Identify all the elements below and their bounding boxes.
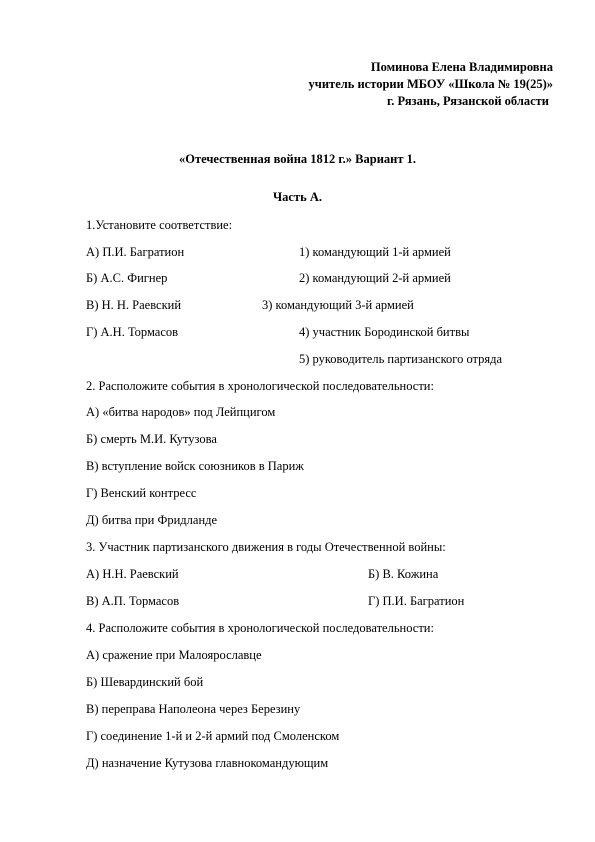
q4-item: Д) назначение Кутузова главнокомандующим <box>86 756 329 770</box>
q2-item: В) вступление войск союзников в Париж <box>86 459 304 473</box>
q4-prompt: 4. Расположите события в хронологической последовательности: <box>86 621 434 635</box>
q1-left-item: Б) А.С. Фигнер <box>86 271 168 285</box>
q2-item: Г) Венский контресс <box>86 486 197 500</box>
q1-left-item: В) Н. Н. Раевский <box>86 298 182 312</box>
author-location: г. Рязань, Рязанской области <box>387 94 549 108</box>
q1-right-item: 1) командующий 1-й армией <box>299 245 451 259</box>
q3-option: Г) П.И. Багратион <box>368 594 465 608</box>
q2-item: Д) битва при Фридланде <box>86 513 218 527</box>
q1-left-item: Г) А.Н. Тормасов <box>86 325 179 339</box>
q3-prompt: 3. Участник партизанского движения в годы Отечественной войны: <box>86 540 446 554</box>
q2-prompt: 2. Расположите события в хронологической последовательности: <box>86 379 434 393</box>
q4-item: А) сражение при Малоярославце <box>86 648 262 662</box>
part-heading: Часть А. <box>273 190 322 204</box>
author-position: учитель истории МБОУ «Школа № 19(25)» <box>308 77 553 91</box>
author-block <box>309 59 553 110</box>
q1-prompt: 1.Установите соответствие: <box>86 218 233 232</box>
q3-option: А) Н.Н. Раевский <box>86 567 179 581</box>
q1-right-item: 3) командующий 3-й армией <box>262 298 414 312</box>
document-title: «Отечественная война 1812 г.» Вариант 1. <box>178 152 417 166</box>
q4-item: Г) соединение 1-й и 2-й армий под Смоленском <box>86 729 340 743</box>
q4-item: Б) Шевардинский бой <box>86 675 204 689</box>
q2-item: Б) смерть М.И. Кутузова <box>86 432 217 446</box>
q2-item: А) «битва народов» под Лейпцигом <box>86 405 276 419</box>
q3-option: Б) В. Кожина <box>368 567 439 581</box>
q1-right-item: 4) участник Бородинской битвы <box>299 325 470 339</box>
q1-left-item: А) П.И. Багратион <box>86 245 185 259</box>
author-name: Поминова Елена Владимировна <box>370 60 553 74</box>
q4-item: В) переправа Наполеона через Березину <box>86 702 301 716</box>
q3-option: В) А.П. Тормасов <box>86 594 180 608</box>
q1-right-item: 5) руководитель партизанского отряда <box>299 352 503 366</box>
q1-right-item: 2) командующий 2-й армией <box>299 271 451 285</box>
